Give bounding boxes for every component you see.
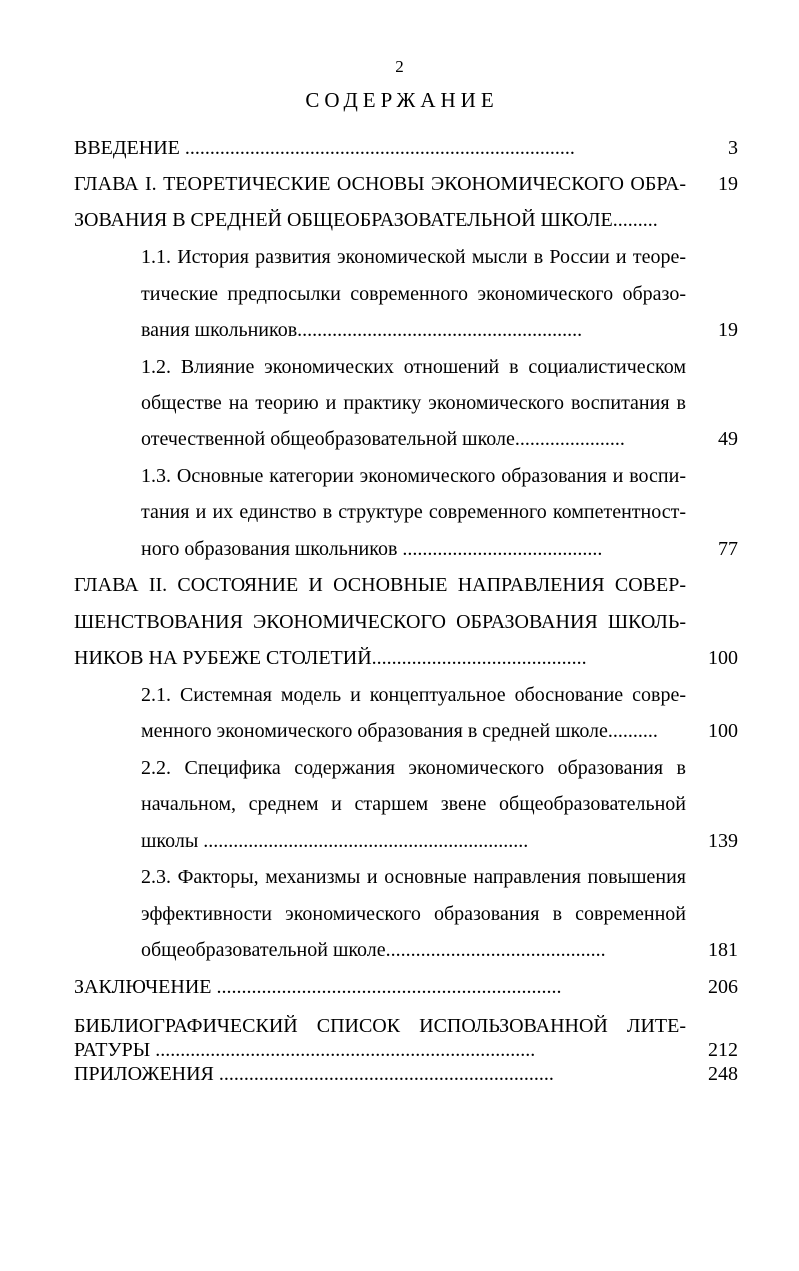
toc-s12-line2: обществе на теорию и практику экономического воспитания в (141, 392, 686, 414)
toc-s23-page: 181 (708, 939, 738, 961)
toc-intro-page: 3 (728, 137, 738, 159)
toc-s22-line3: школы ................................................................. (141, 830, 529, 852)
page-title: СОДЕРЖАНИЕ (305, 88, 499, 112)
toc-s21-line2: менного экономического образования в средней школе.......... (141, 720, 658, 742)
page-number: 2 (395, 57, 404, 76)
toc-s21-page: 100 (708, 720, 738, 742)
toc-s22-line1: 2.2. Специфика содержания экономического образования в (141, 757, 686, 779)
toc-s13-line1: 1.3. Основные категории экономического образования и воспи- (141, 465, 686, 487)
toc-appendices-title: ПРИЛОЖЕНИЯ ................................................................... (74, 1063, 554, 1085)
toc-s23-line2: эффективности экономического образования в современной (141, 903, 686, 925)
toc-bibliography-line2: РАТУРЫ ............................................................................ (74, 1039, 536, 1061)
toc-s13-page: 77 (718, 538, 738, 560)
toc-s11-line1: 1.1. История развития экономической мысли в России и теоре- (141, 246, 686, 268)
toc-s11-line2: тические предпосылки современного экономического образо- (141, 283, 686, 305)
toc-ch2-line2: ШЕНСТВОВАНИЯ ЭКОНОМИЧЕСКОГО ОБРАЗОВАНИЯ ШКОЛЬ- (74, 611, 686, 633)
toc-conclusion-title: ЗАКЛЮЧЕНИЕ ..................................................................... (74, 976, 562, 998)
toc-s13-line3: ного образования школьников ........................................ (141, 538, 603, 560)
toc-s22-line2: начальном, среднем и старшем звене общеобразовательной (141, 793, 686, 815)
toc-appendices-page: 248 (708, 1063, 738, 1085)
toc-ch1-page: 19 (718, 173, 738, 195)
toc-s23-line1: 2.3. Факторы, механизмы и основные направления повышения (141, 866, 686, 888)
toc-conclusion-page: 206 (708, 976, 738, 998)
toc-s13-line2: тания и их единство в структуре современного компетентност- (141, 501, 686, 523)
toc-intro-title: ВВЕДЕНИЕ .............................................................................. (74, 137, 575, 159)
toc-s11-line3: вания школьников......................................................... (141, 319, 583, 341)
toc-bibliography-page: 212 (708, 1039, 738, 1061)
toc-ch2-page: 100 (708, 647, 738, 669)
toc-s12-page: 49 (718, 428, 738, 450)
toc-ch2-line3: НИКОВ НА РУБЕЖЕ СТОЛЕТИЙ........................................... (74, 647, 587, 669)
toc-s21-line1: 2.1. Системная модель и концептуальное обоснование совре- (141, 684, 686, 706)
toc-ch1-line1: ГЛАВА I. ТЕОРЕТИЧЕСКИЕ ОСНОВЫ ЭКОНОМИЧЕСКОГО ОБРА- (74, 173, 686, 195)
toc-s12-line3: отечественной общеобразовательной школе...................... (141, 428, 625, 450)
toc-s12-line1: 1.2. Влияние экономических отношений в социалистическом (141, 356, 686, 378)
toc-s23-line3: общеобразовательной школе............................................ (141, 939, 606, 961)
toc-bibliography-line1: БИБЛИОГРАФИЧЕСКИЙ СПИСОК ИСПОЛЬЗОВАННОЙ ЛИТЕ- (74, 1015, 686, 1037)
toc-ch1-line2: ЗОВАНИЯ В СРЕДНЕЙ ОБЩЕОБРАЗОВАТЕЛЬНОЙ ШКОЛЕ......... (74, 209, 658, 231)
toc-s22-page: 139 (708, 830, 738, 852)
toc-s11-page: 19 (718, 319, 738, 341)
toc-ch2-line1: ГЛАВА II. СОСТОЯНИЕ И ОСНОВНЫЕ НАПРАВЛЕНИЯ СОВЕР- (74, 574, 686, 596)
